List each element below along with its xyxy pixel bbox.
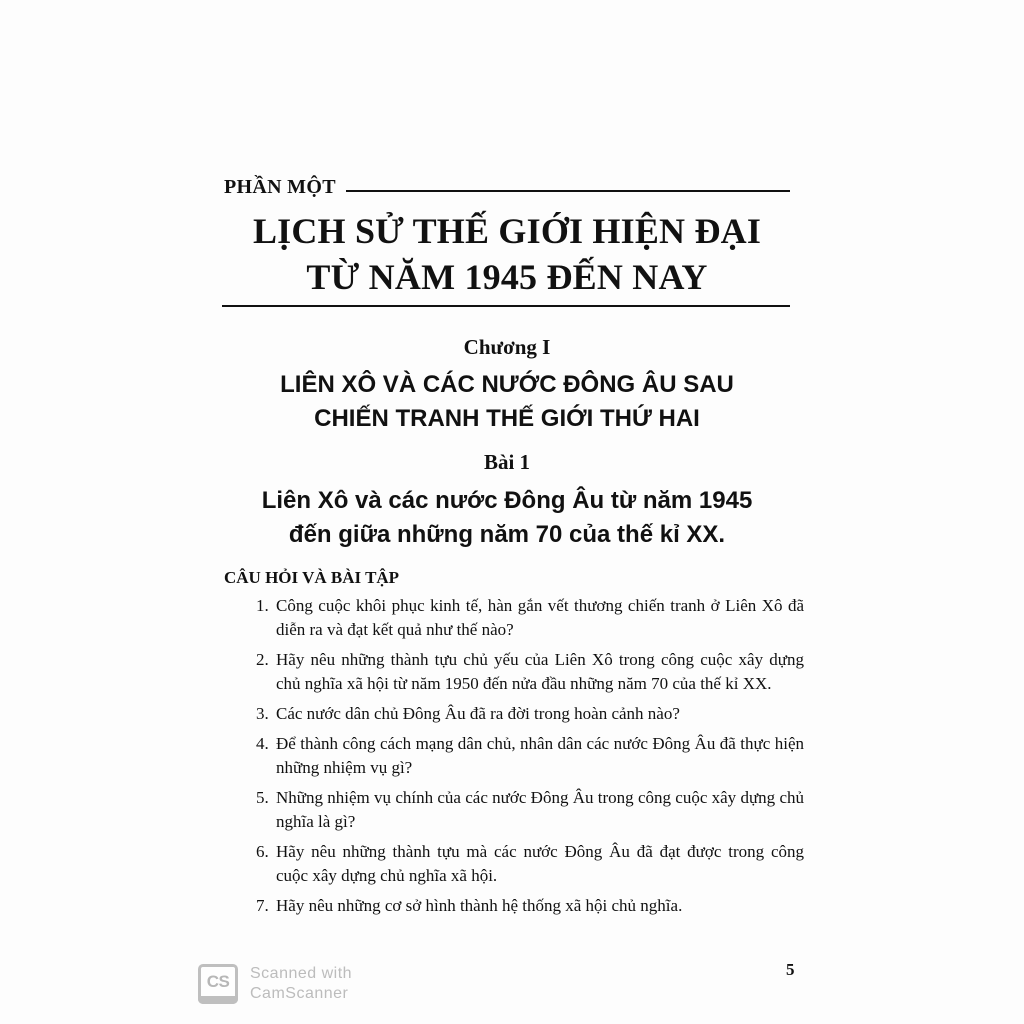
camscanner-logo-text: CS: [206, 972, 230, 991]
chapter-title: [222, 368, 792, 436]
questions-list: [256, 594, 804, 924]
question-text: Những nhiệm vụ chính của các nước Đông Âu trong công cuộc xây dựng chủ nghĩa là gì?: [276, 788, 804, 831]
watermark-text: [250, 964, 352, 1004]
question-number: 5.: [256, 788, 269, 807]
question-text: Hãy nêu những thành tựu chủ yếu của Liên Xô trong công cuộc xây dựng chủ nghĩa xã hội từ năm 1950 đến nửa đầu những năm 70 của thế kỉ XX.: [276, 650, 804, 693]
question-item: [256, 702, 804, 726]
question-text: Để thành công cách mạng dân chủ, nhân dân các nước Đông Âu đã thực hiện những nhiệm vụ gì?: [276, 734, 804, 777]
question-number: 6.: [256, 842, 269, 861]
lesson-label: Bài 1: [483, 450, 531, 474]
part-title-line-1: LỊCH SỬ THẾ GIỚI HIỆN ĐẠI: [252, 211, 762, 251]
question-text: Các nước dân chủ Đông Âu đã ra đời trong hoàn cảnh nào?: [276, 704, 680, 723]
page-number: 5: [786, 960, 795, 979]
question-number: 7.: [256, 896, 269, 915]
exercises-heading: CÂU HỎI VÀ BÀI TẬP: [224, 568, 400, 587]
camscanner-logo-icon: [198, 964, 238, 1004]
camscanner-watermark: [198, 964, 352, 1004]
chapter-title-line-2: CHIẾN TRANH THẾ GIỚI THỨ HAI: [314, 405, 700, 432]
question-text: Hãy nêu những thành tựu mà các nước Đông Âu đã đạt được trong công cuộc xây dựng chủ nghĩa xã hội.: [276, 842, 804, 885]
lesson-title-line-1: Liên Xô và các nước Đông Âu từ năm 1945: [261, 487, 753, 514]
watermark-line-1: Scanned with: [250, 965, 353, 982]
question-text: Hãy nêu những cơ sở hình thành hệ thống xã hội chủ nghĩa.: [276, 896, 683, 915]
part-title: [222, 208, 792, 300]
question-number: 2.: [256, 650, 269, 669]
part-title-bottom-rule: [222, 305, 790, 307]
question-item: [256, 732, 804, 780]
part-header-rule: [346, 190, 790, 192]
question-item: [256, 594, 804, 642]
question-item: [256, 786, 804, 834]
part-header: [224, 172, 790, 198]
question-text: Công cuộc khôi phục kinh tế, hàn gắn vết thương chiến tranh ở Liên Xô đã diễn ra và đạt kết quả như thế nào?: [276, 596, 804, 639]
chapter-title-line-1: LIÊN XÔ VÀ CÁC NƯỚC ĐÔNG ÂU SAU: [280, 371, 734, 398]
watermark-line-2: CamScanner: [250, 985, 349, 1002]
question-item: [256, 840, 804, 888]
lesson-title: [222, 484, 792, 552]
question-item: [256, 894, 804, 918]
lesson-title-line-2: đến giữa những năm 70 của thế kỉ XX.: [288, 521, 726, 548]
chapter-label: Chương I: [463, 335, 551, 359]
part-label: PHẦN MỘT: [224, 176, 336, 198]
question-number: 3.: [256, 704, 269, 723]
part-title-line-2: TỪ NĂM 1945 ĐẾN NAY: [306, 257, 708, 297]
question-number: 1.: [256, 596, 269, 615]
question-item: [256, 648, 804, 696]
question-number: 4.: [256, 734, 269, 753]
